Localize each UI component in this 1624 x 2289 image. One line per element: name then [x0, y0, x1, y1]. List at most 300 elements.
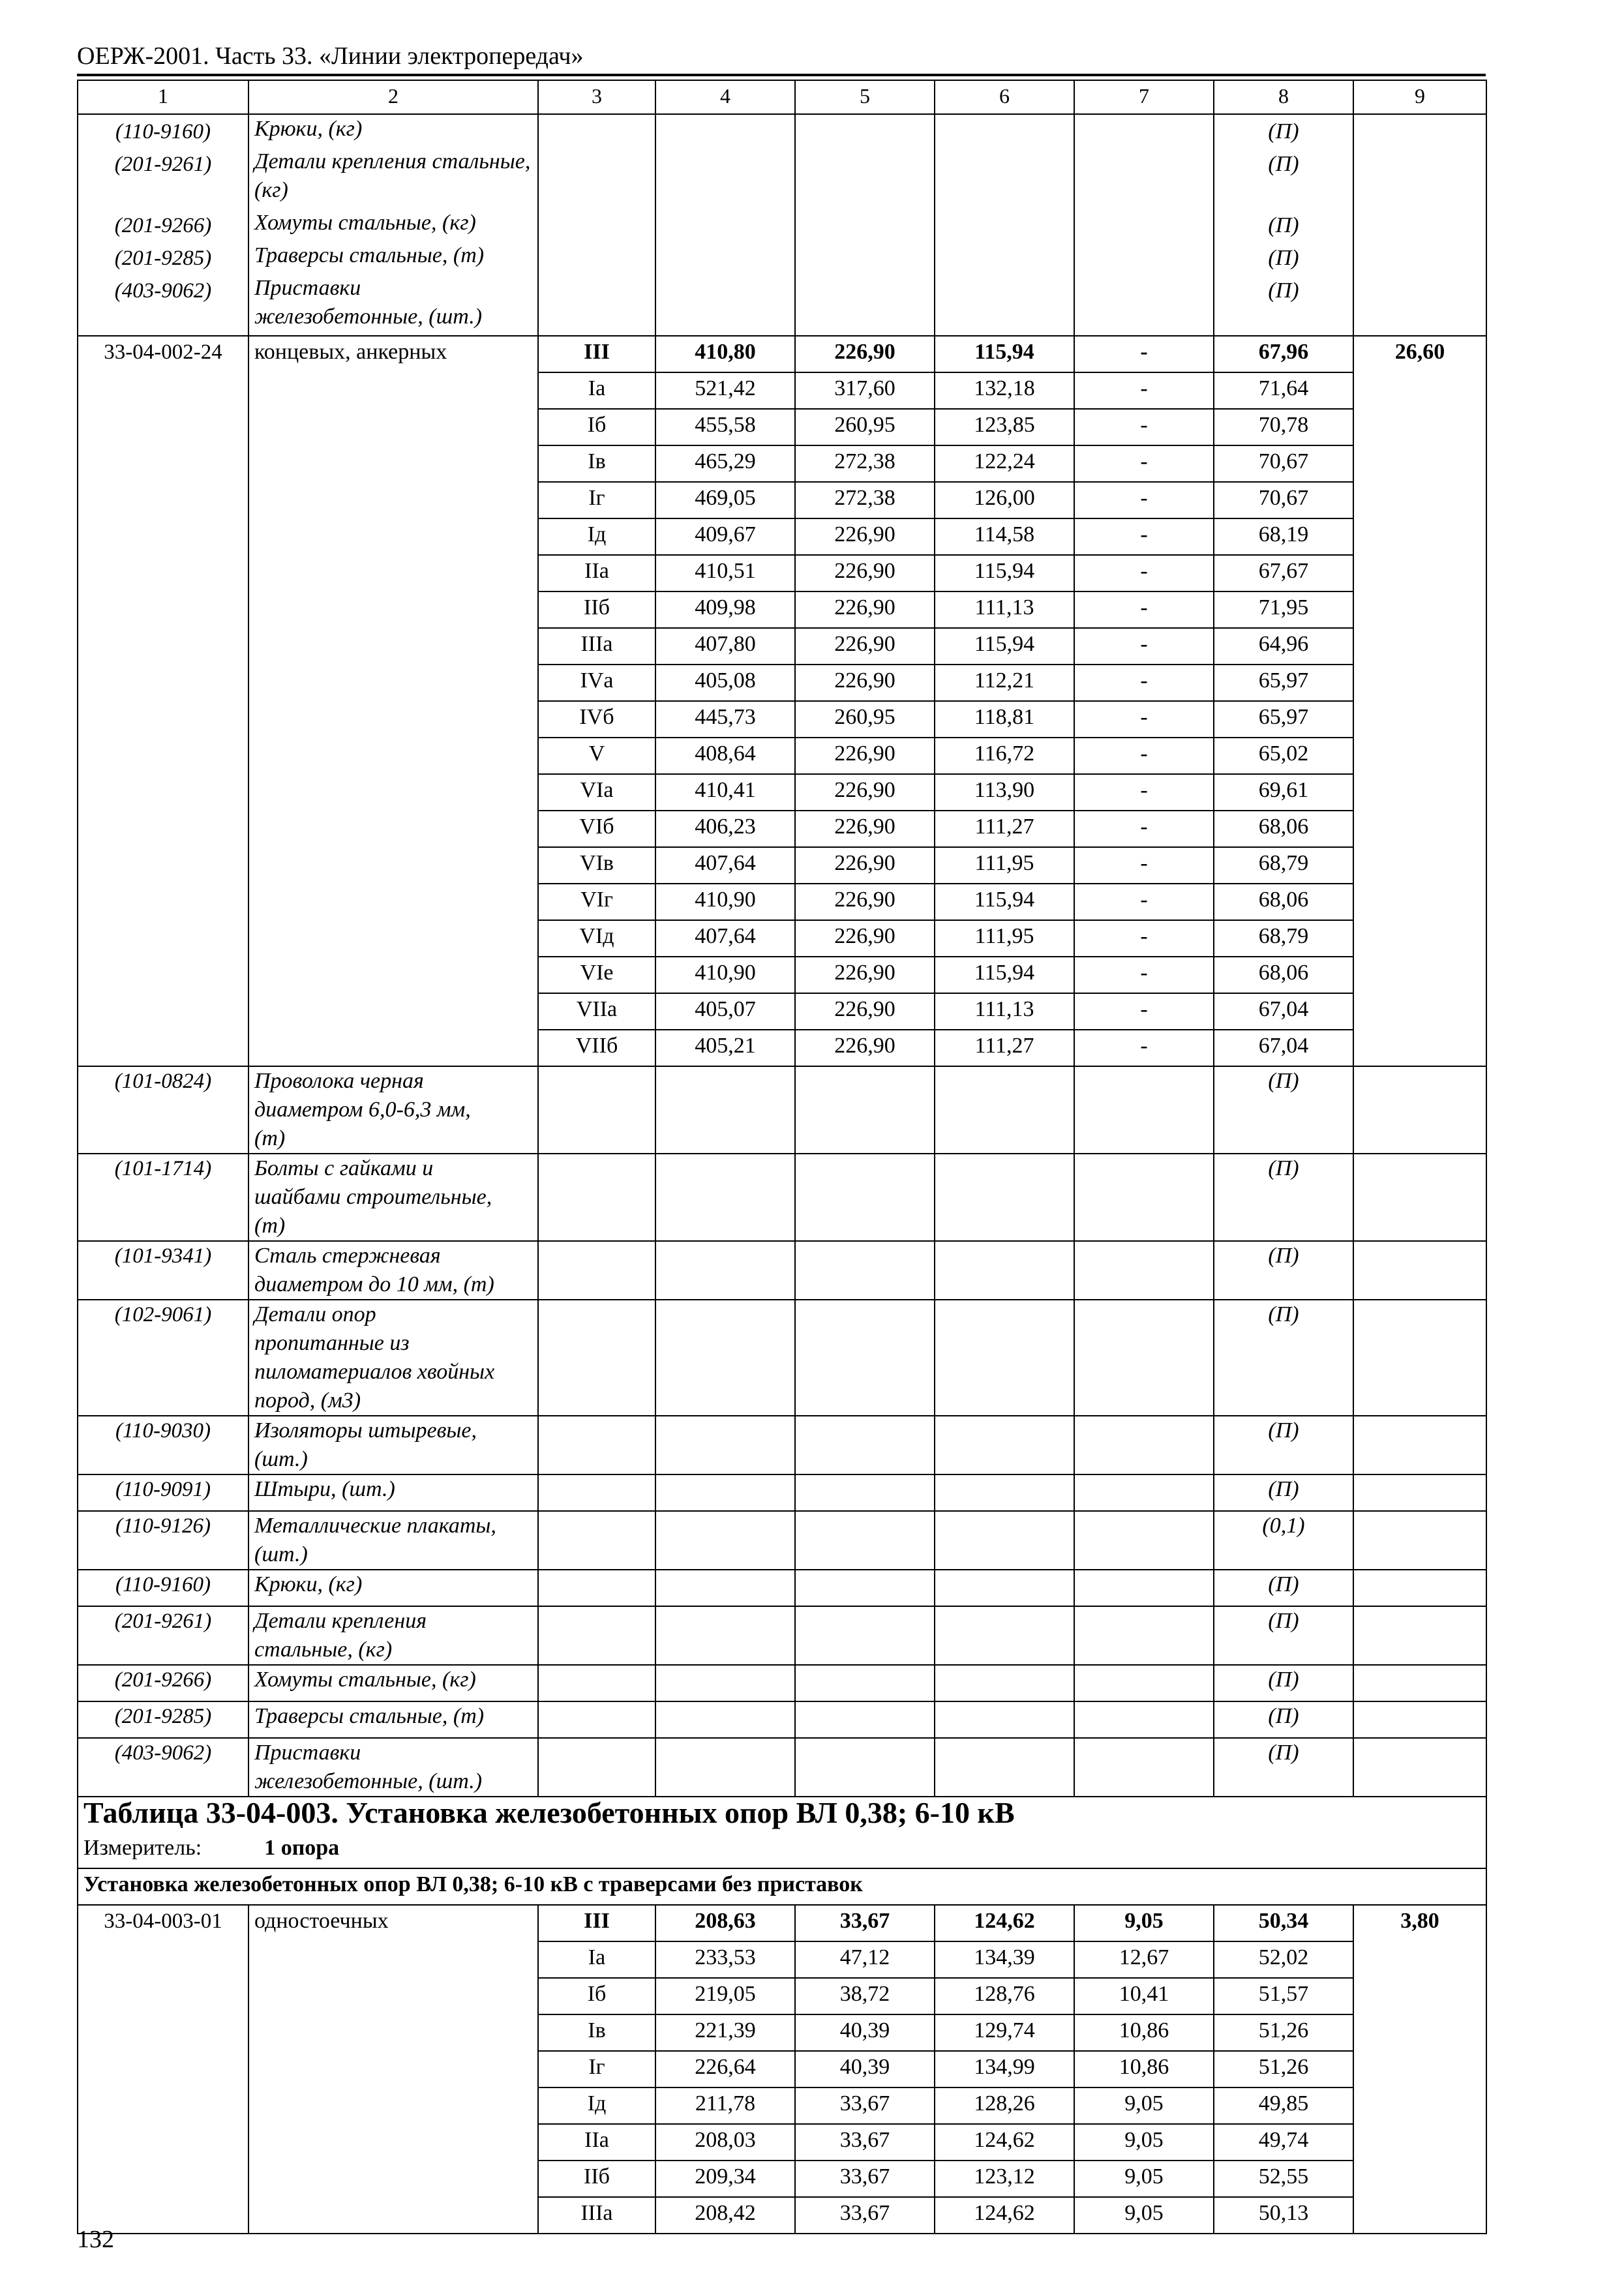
- value-cell-c6: 116,72: [935, 738, 1074, 774]
- work-name: одностоечных: [248, 1905, 538, 2234]
- value-cell-c5: 226,90: [795, 774, 935, 811]
- value-cell-c6: 124,62: [935, 2197, 1074, 2234]
- resource-qty: (П): [1214, 1474, 1353, 1511]
- value-cell-c7: 9,05: [1074, 2197, 1214, 2234]
- value-cell-c6: 134,99: [935, 2051, 1074, 2087]
- resource-name: Хомуты стальные, (кг): [254, 211, 476, 235]
- value-cell-c6: 123,85: [935, 409, 1074, 445]
- empty-cell: [1353, 1066, 1486, 1154]
- resource-name-line: диаметром 6,0-6,3 мм,: [254, 1098, 471, 1122]
- empty-cell: [538, 1511, 655, 1570]
- resource-row: [78, 1474, 1486, 1511]
- column-number: 1: [78, 80, 248, 114]
- column-number: 9: [1353, 80, 1486, 114]
- zone-cell: VIб: [538, 811, 655, 847]
- zone-cell: VIIа: [538, 993, 655, 1030]
- empty-cell: [1074, 1738, 1214, 1797]
- table-title-row: [78, 1797, 1486, 1833]
- value-cell-c5: 226,90: [795, 811, 935, 847]
- empty-cell: [1074, 1154, 1214, 1241]
- value-cell-c4: 233,53: [655, 1941, 795, 1978]
- resource-name-line: железобетонные, (шт.): [254, 1769, 483, 1793]
- value-cell-c6: 123,12: [935, 2161, 1074, 2197]
- value-cell-c4: 208,42: [655, 2197, 795, 2234]
- empty-cell: [795, 1511, 935, 1570]
- value-cell-c6: 111,13: [935, 591, 1074, 628]
- value-cell-c4: 406,23: [655, 811, 795, 847]
- resource-name-line: (т): [254, 1214, 286, 1238]
- empty-cell: [655, 1474, 795, 1511]
- price-row: [78, 1905, 1486, 1941]
- resource-row: [78, 1511, 1486, 1570]
- empty-cell: [795, 1066, 935, 1154]
- zone-cell: IIб: [538, 591, 655, 628]
- resource-qty: (П): [1214, 1606, 1353, 1665]
- value-cell-c8: 70,67: [1214, 482, 1353, 518]
- value-cell-c7: 12,67: [1074, 1941, 1214, 1978]
- resource-qty: (П): [1268, 213, 1299, 237]
- value-cell-c5: 226,90: [795, 518, 935, 555]
- value-cell-c4: 208,03: [655, 2124, 795, 2161]
- zone-cell: VIг: [538, 884, 655, 920]
- value-cell-c7: 9,05: [1074, 2087, 1214, 2124]
- value-cell-c8: 52,02: [1214, 1941, 1353, 1978]
- zone-cell: V: [538, 738, 655, 774]
- resource-name-line: пород, (м3): [254, 1388, 361, 1413]
- value-cell-c6: 115,94: [935, 884, 1074, 920]
- value-cell-c8: 67,04: [1214, 1030, 1353, 1066]
- value-cell-c6: 114,58: [935, 518, 1074, 555]
- value-cell-c8: 69,61: [1214, 774, 1353, 811]
- value-cell-c8: 51,26: [1214, 2014, 1353, 2051]
- resource-name: [248, 1511, 538, 1570]
- value-cell-c7: 9,05: [1074, 1905, 1214, 1941]
- value-cell-c4: 407,64: [655, 920, 795, 957]
- zone-cell: VIе: [538, 957, 655, 993]
- empty-cell: [1353, 1738, 1486, 1797]
- resource-code: (101-9341): [78, 1241, 248, 1300]
- value-cell-c8: 51,57: [1214, 1978, 1353, 2014]
- value-cell-c6: 124,62: [935, 1905, 1074, 1941]
- meter-row: [78, 1833, 1486, 1868]
- empty-cell: [1353, 1511, 1486, 1570]
- zone-cell: III: [538, 336, 655, 372]
- resource-code: (403-9062): [78, 1738, 248, 1797]
- empty-cell: [1353, 1474, 1486, 1511]
- empty-cell: [655, 1066, 795, 1154]
- empty-cell: [935, 1416, 1074, 1474]
- subheading: Установка железобетонных опор ВЛ 0,38; 6-10 кВ с траверсами без приставок: [78, 1868, 1486, 1905]
- resource-name: [248, 1606, 538, 1665]
- resource-code: (201-9266): [78, 1665, 248, 1701]
- value-cell-c8: 50,13: [1214, 2197, 1353, 2234]
- value-cell-c4: 410,90: [655, 957, 795, 993]
- value-cell-c8: 65,97: [1214, 665, 1353, 701]
- value-cell-c7: 10,41: [1074, 1978, 1214, 2014]
- empty-cell: [538, 1154, 655, 1241]
- page-number: 132: [77, 2226, 114, 2253]
- resource-name-line: шайбами строительные,: [254, 1185, 492, 1209]
- resource-row: [78, 1241, 1486, 1300]
- value-cell-c5: 260,95: [795, 409, 935, 445]
- resource-qty: (П): [1268, 278, 1299, 303]
- empty-cell: [795, 1701, 935, 1738]
- resource-name: [248, 1570, 538, 1606]
- resource-name: [248, 1066, 538, 1154]
- value-cell-c8: 68,79: [1214, 847, 1353, 884]
- value-cell-c8: 50,34: [1214, 1905, 1353, 1941]
- empty-cell: [538, 1416, 655, 1474]
- value-cell-c4: 410,51: [655, 555, 795, 591]
- resource-row: [78, 1570, 1486, 1606]
- empty-cell: [935, 114, 1074, 336]
- value-cell-c6: 122,24: [935, 445, 1074, 482]
- price-row: [78, 336, 1486, 372]
- value-cell-c4: 211,78: [655, 2087, 795, 2124]
- zone-cell: VIа: [538, 774, 655, 811]
- empty-cell: [1353, 114, 1486, 336]
- resource-qty: (П): [1268, 246, 1299, 270]
- empty-cell: [935, 1738, 1074, 1797]
- zone-cell: Iа: [538, 372, 655, 409]
- zone-cell: IIIа: [538, 628, 655, 665]
- resource-codes-cell: [78, 114, 248, 336]
- empty-cell: [655, 1570, 795, 1606]
- value-cell-c6: 111,95: [935, 847, 1074, 884]
- value-cell-c4: 410,80: [655, 336, 795, 372]
- zone-cell: VIIб: [538, 1030, 655, 1066]
- resource-name: [248, 1154, 538, 1241]
- value-cell-c5: 40,39: [795, 2014, 935, 2051]
- resource-code: (201-9261): [114, 153, 212, 176]
- value-cell-c7: -: [1074, 1030, 1214, 1066]
- zone-cell: IIа: [538, 2124, 655, 2161]
- value-cell-c8: 51,26: [1214, 2051, 1353, 2087]
- resource-name-line: Проволока черная: [254, 1069, 424, 1093]
- zone-cell: Iг: [538, 2051, 655, 2087]
- empty-cell: [1353, 1701, 1486, 1738]
- value-cell-c7: -: [1074, 518, 1214, 555]
- value-cell-c6: 128,76: [935, 1978, 1074, 2014]
- value-cell-c5: 33,67: [795, 2124, 935, 2161]
- value-cell-c8: 71,95: [1214, 591, 1353, 628]
- empty-cell: [1074, 114, 1214, 336]
- resource-name: [248, 1665, 538, 1701]
- resource-name: [248, 1416, 538, 1474]
- resource-name: Траверсы стальные, (т): [254, 243, 485, 267]
- value-cell-c8: 64,96: [1214, 628, 1353, 665]
- zone-cell: Iд: [538, 2087, 655, 2124]
- value-cell-c4: 226,64: [655, 2051, 795, 2087]
- value-cell-c7: -: [1074, 445, 1214, 482]
- empty-cell: [1353, 1570, 1486, 1606]
- empty-cell: [655, 1701, 795, 1738]
- value-cell-c5: 226,90: [795, 628, 935, 665]
- value-cell-c5: 226,90: [795, 738, 935, 774]
- zone-cell: IIIа: [538, 2197, 655, 2234]
- value-cell-c4: 208,63: [655, 1905, 795, 1941]
- value-cell-c7: -: [1074, 372, 1214, 409]
- resource-name: [248, 1701, 538, 1738]
- resource-qty: (0,1): [1214, 1511, 1353, 1570]
- empty-cell: [538, 1606, 655, 1665]
- value-cell-c8: 70,67: [1214, 445, 1353, 482]
- empty-cell: [795, 1570, 935, 1606]
- empty-cell: [655, 1300, 795, 1416]
- value-cell-c7: 10,86: [1074, 2051, 1214, 2087]
- value-cell-c7: -: [1074, 665, 1214, 701]
- empty-cell: [1074, 1570, 1214, 1606]
- value-cell-c8: 68,06: [1214, 957, 1353, 993]
- value-cell-c7: 9,05: [1074, 2161, 1214, 2197]
- resource-name-line: Штыри, (шт.): [254, 1477, 395, 1501]
- value-cell-c8: 68,79: [1214, 920, 1353, 957]
- resource-name: [248, 1300, 538, 1416]
- resource-row: [78, 1606, 1486, 1665]
- resource-qty: (П): [1214, 1066, 1353, 1154]
- value-cell-c5: 272,38: [795, 445, 935, 482]
- value-cell-c6: 115,94: [935, 628, 1074, 665]
- value-cell-c4: 209,34: [655, 2161, 795, 2197]
- value-cell-c7: -: [1074, 920, 1214, 957]
- value-cell-c7: -: [1074, 628, 1214, 665]
- value-cell-c4: 409,98: [655, 591, 795, 628]
- resource-name-line: Изоляторы штыревые,: [254, 1418, 477, 1443]
- empty-cell: [1074, 1701, 1214, 1738]
- value-cell-c8: 49,85: [1214, 2087, 1353, 2124]
- value-cell-c8: 67,67: [1214, 555, 1353, 591]
- value-cell-c7: -: [1074, 993, 1214, 1030]
- value-cell-c4: 405,07: [655, 993, 795, 1030]
- empty-cell: [538, 1738, 655, 1797]
- value-cell-c5: 260,95: [795, 701, 935, 738]
- resource-name-line: пиломатериалов хвойных: [254, 1360, 495, 1384]
- value-cell-c8: 68,19: [1214, 518, 1353, 555]
- value-cell-c4: 410,41: [655, 774, 795, 811]
- meter-value: 1 опора: [264, 1836, 340, 1860]
- resource-code: (201-9261): [78, 1606, 248, 1665]
- value-cell-c5: 33,67: [795, 1905, 935, 1941]
- value-cell-c7: -: [1074, 482, 1214, 518]
- zone-cell: Iд: [538, 518, 655, 555]
- value-cell-c8: 65,97: [1214, 701, 1353, 738]
- value-cell-c8: 68,06: [1214, 811, 1353, 847]
- value-cell-c7: -: [1074, 591, 1214, 628]
- value-cell-c5: 226,90: [795, 884, 935, 920]
- resource-code: (110-9160): [115, 120, 211, 143]
- col9-value: 26,60: [1353, 336, 1486, 1066]
- empty-cell: [655, 1511, 795, 1570]
- empty-cell: [935, 1066, 1074, 1154]
- norm-code: 33-04-002-24: [78, 336, 248, 1066]
- empty-cell: [795, 1665, 935, 1701]
- empty-cell: [935, 1300, 1074, 1416]
- zone-cell: IVа: [538, 665, 655, 701]
- zone-cell: IIб: [538, 2161, 655, 2197]
- empty-cell: [1074, 1300, 1214, 1416]
- resource-qty: (П): [1214, 1154, 1353, 1241]
- empty-cell: [655, 1241, 795, 1300]
- value-cell-c7: -: [1074, 555, 1214, 591]
- resource-qty: (П): [1214, 1665, 1353, 1701]
- resource-row: [78, 1701, 1486, 1738]
- value-cell-c8: 49,74: [1214, 2124, 1353, 2161]
- empty-cell: [795, 1474, 935, 1511]
- empty-cell: [1353, 1416, 1486, 1474]
- empty-cell: [655, 1154, 795, 1241]
- empty-cell: [1353, 1665, 1486, 1701]
- resource-name-line: Хомуты стальные, (кг): [254, 1668, 476, 1692]
- column-number: 7: [1074, 80, 1214, 114]
- resource-names-cell: [248, 114, 538, 336]
- column-number: 3: [538, 80, 655, 114]
- zone-cell: III: [538, 1905, 655, 1941]
- value-cell-c7: -: [1074, 701, 1214, 738]
- value-cell-c7: -: [1074, 336, 1214, 372]
- value-cell-c8: 70,78: [1214, 409, 1353, 445]
- resource-row: [78, 1154, 1486, 1241]
- resource-block-continued: [78, 114, 1486, 336]
- value-cell-c4: 410,90: [655, 884, 795, 920]
- empty-cell: [935, 1701, 1074, 1738]
- zone-cell: Iв: [538, 445, 655, 482]
- value-cell-c8: 68,06: [1214, 884, 1353, 920]
- value-cell-c6: 111,27: [935, 1030, 1074, 1066]
- value-cell-c6: 111,13: [935, 993, 1074, 1030]
- empty-cell: [795, 1606, 935, 1665]
- resource-qty: (П): [1214, 1570, 1353, 1606]
- empty-cell: [1353, 1241, 1486, 1300]
- value-cell-c6: 113,90: [935, 774, 1074, 811]
- empty-cell: [1074, 1606, 1214, 1665]
- resource-name-line: диаметром до 10 мм, (т): [254, 1272, 494, 1296]
- norms-table: [77, 80, 1487, 2234]
- empty-cell: [935, 1606, 1074, 1665]
- value-cell-c4: 221,39: [655, 2014, 795, 2051]
- value-cell-c4: 445,73: [655, 701, 795, 738]
- empty-cell: [1353, 1154, 1486, 1241]
- empty-cell: [935, 1154, 1074, 1241]
- resource-name-line: (шт.): [254, 1542, 308, 1566]
- value-cell-c8: 71,64: [1214, 372, 1353, 409]
- resource-qty: (П): [1214, 1738, 1353, 1797]
- value-cell-c6: 126,00: [935, 482, 1074, 518]
- resource-code: (110-9126): [78, 1511, 248, 1570]
- resource-name: [248, 1474, 538, 1511]
- resource-name-line: Детали крепления: [254, 1609, 427, 1633]
- empty-cell: [795, 1738, 935, 1797]
- value-cell-c5: 226,90: [795, 847, 935, 884]
- zone-cell: Iб: [538, 1978, 655, 2014]
- resource-code: (101-1714): [78, 1154, 248, 1241]
- resource-row: [78, 1416, 1486, 1474]
- empty-cell: [538, 1066, 655, 1154]
- column-number: 2: [248, 80, 538, 114]
- value-cell-c8: 52,55: [1214, 2161, 1353, 2197]
- value-cell-c5: 47,12: [795, 1941, 935, 1978]
- resource-code: (201-9266): [114, 214, 212, 237]
- value-cell-c4: 408,64: [655, 738, 795, 774]
- meter-label: Измеритель:: [83, 1836, 202, 1860]
- value-cell-c7: 9,05: [1074, 2124, 1214, 2161]
- value-cell-c6: 118,81: [935, 701, 1074, 738]
- resource-name-line: (шт.): [254, 1447, 308, 1471]
- value-cell-c5: 226,90: [795, 336, 935, 372]
- resource-name-line: (т): [254, 1126, 286, 1150]
- empty-cell: [655, 1606, 795, 1665]
- empty-cell: [538, 1570, 655, 1606]
- resource-name-line: стальные, (кг): [254, 1638, 393, 1662]
- resource-qty: (П): [1268, 152, 1299, 176]
- resource-code: (201-9285): [114, 247, 212, 270]
- resource-name: Крюки, (кг): [254, 117, 363, 141]
- value-cell-c6: 115,94: [935, 336, 1074, 372]
- column-number: 8: [1214, 80, 1353, 114]
- value-cell-c4: 521,42: [655, 372, 795, 409]
- zone-cell: IVб: [538, 701, 655, 738]
- value-cell-c5: 226,90: [795, 555, 935, 591]
- empty-cell: [538, 1665, 655, 1701]
- value-cell-c4: 469,05: [655, 482, 795, 518]
- empty-cell: [655, 114, 795, 336]
- empty-cell: [935, 1570, 1074, 1606]
- value-cell-c6: 128,26: [935, 2087, 1074, 2124]
- value-cell-c6: 134,39: [935, 1941, 1074, 1978]
- value-cell-c7: -: [1074, 847, 1214, 884]
- value-cell-c8: 67,04: [1214, 993, 1353, 1030]
- value-cell-c4: 405,08: [655, 665, 795, 701]
- value-cell-c5: 226,90: [795, 920, 935, 957]
- value-cell-c5: 226,90: [795, 993, 935, 1030]
- zone-cell: Iг: [538, 482, 655, 518]
- resource-qty: (П): [1214, 1701, 1353, 1738]
- table-title: Таблица 33-04-003. Установка железобетонных опор ВЛ 0,38; 6-10 кВ: [78, 1797, 1486, 1833]
- empty-cell: [1353, 1606, 1486, 1665]
- resource-name-line: Металлические плакаты,: [254, 1514, 496, 1538]
- value-cell-c4: 219,05: [655, 1978, 795, 2014]
- value-cell-c6: 111,27: [935, 811, 1074, 847]
- value-cell-c7: 10,86: [1074, 2014, 1214, 2051]
- resource-name-line: Сталь стержневая: [254, 1244, 441, 1268]
- value-cell-c5: 226,90: [795, 1030, 935, 1066]
- value-cell-c4: 407,80: [655, 628, 795, 665]
- value-cell-c4: 465,29: [655, 445, 795, 482]
- value-cell-c7: -: [1074, 738, 1214, 774]
- value-cell-c6: 132,18: [935, 372, 1074, 409]
- resource-name-line: Траверсы стальные, (т): [254, 1704, 485, 1728]
- resource-name: [248, 1241, 538, 1300]
- resource-code: (201-9285): [78, 1701, 248, 1738]
- value-cell-c5: 226,90: [795, 665, 935, 701]
- resource-row: [78, 1738, 1486, 1797]
- resource-name-line: Детали опор: [254, 1302, 376, 1326]
- empty-cell: [538, 1474, 655, 1511]
- empty-cell: [1074, 1511, 1214, 1570]
- value-cell-c8: 67,96: [1214, 336, 1353, 372]
- empty-cell: [538, 114, 655, 336]
- empty-cell: [935, 1474, 1074, 1511]
- value-cell-c5: 272,38: [795, 482, 935, 518]
- empty-cell: [1074, 1241, 1214, 1300]
- value-cell-c5: 40,39: [795, 2051, 935, 2087]
- value-cell-c6: 115,94: [935, 555, 1074, 591]
- value-cell-c4: 409,67: [655, 518, 795, 555]
- subheading-row: [78, 1868, 1486, 1905]
- resource-name-line: Болты с гайками и: [254, 1156, 434, 1180]
- resource-row: [78, 1300, 1486, 1416]
- value-cell-c5: 226,90: [795, 591, 935, 628]
- zone-cell: Iб: [538, 409, 655, 445]
